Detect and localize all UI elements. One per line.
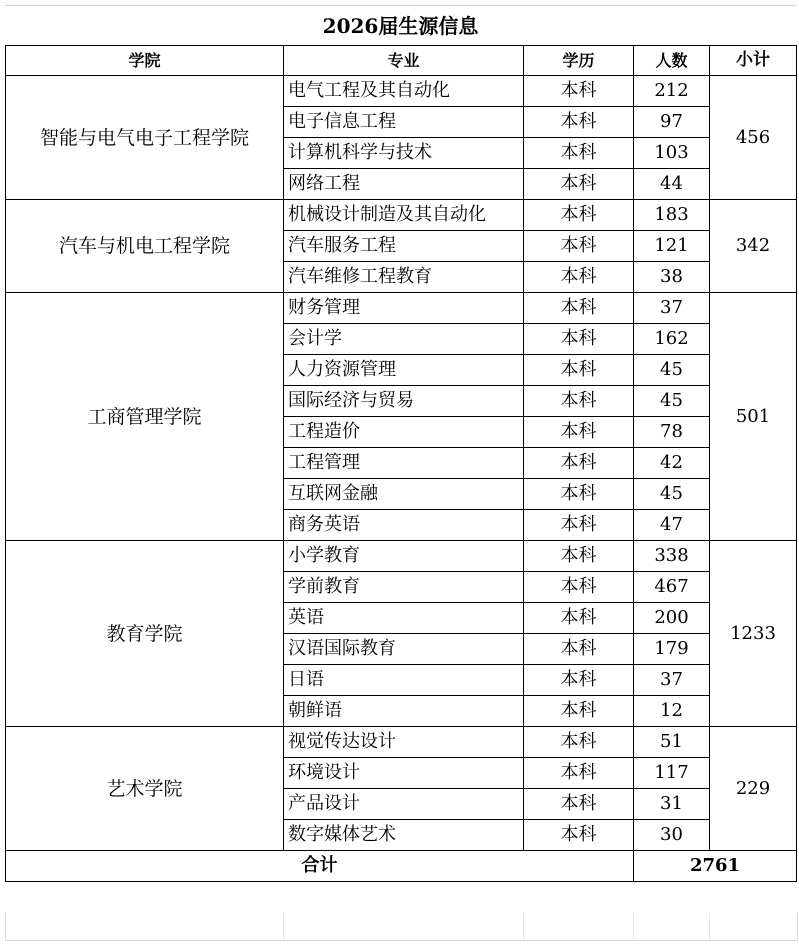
degree-cell[interactable]: 本科 — [524, 727, 634, 758]
major-cell[interactable]: 汽车服务工程 — [284, 231, 524, 262]
count-cell[interactable]: 47 — [634, 510, 710, 541]
major-cell[interactable]: 互联网金融 — [284, 479, 524, 510]
subtotal-cell[interactable]: 342 — [710, 200, 797, 293]
count-cell[interactable]: 45 — [634, 386, 710, 417]
count-cell[interactable]: 31 — [634, 789, 710, 820]
count-cell[interactable]: 42 — [634, 448, 710, 479]
major-cell[interactable]: 网络工程 — [284, 169, 524, 200]
major-cell[interactable]: 英语 — [284, 603, 524, 634]
count-cell[interactable]: 179 — [634, 634, 710, 665]
count-cell[interactable]: 37 — [634, 293, 710, 324]
college-cell[interactable]: 汽车与机电工程学院 — [6, 200, 284, 293]
degree-cell[interactable]: 本科 — [524, 541, 634, 572]
degree-cell[interactable]: 本科 — [524, 200, 634, 231]
table-body — [6, 76, 797, 882]
sheet-title: 2026届生源信息 — [5, 5, 796, 46]
degree-cell[interactable]: 本科 — [524, 169, 634, 200]
degree-cell[interactable]: 本科 — [524, 510, 634, 541]
header-row — [6, 46, 797, 76]
major-cell[interactable]: 视觉传达设计 — [284, 727, 524, 758]
major-cell[interactable]: 汉语国际教育 — [284, 634, 524, 665]
degree-cell[interactable]: 本科 — [524, 107, 634, 138]
count-cell[interactable]: 467 — [634, 572, 710, 603]
count-cell[interactable]: 45 — [634, 479, 710, 510]
table-row — [6, 293, 797, 324]
major-cell[interactable]: 计算机科学与技术 — [284, 138, 524, 169]
major-cell[interactable]: 国际经济与贸易 — [284, 386, 524, 417]
count-cell[interactable]: 162 — [634, 324, 710, 355]
major-cell[interactable]: 学前教育 — [284, 572, 524, 603]
major-cell[interactable]: 环境设计 — [284, 758, 524, 789]
header-major[interactable]: 专业 — [284, 46, 524, 76]
subtotal-cell[interactable]: 1233 — [710, 541, 797, 727]
count-cell[interactable]: 78 — [634, 417, 710, 448]
table-row — [6, 200, 797, 231]
count-cell[interactable]: 45 — [634, 355, 710, 386]
college-cell[interactable]: 智能与电气电子工程学院 — [6, 76, 284, 200]
major-cell[interactable]: 数字媒体艺术 — [284, 820, 524, 851]
major-cell[interactable]: 人力资源管理 — [284, 355, 524, 386]
major-cell[interactable]: 工程管理 — [284, 448, 524, 479]
subtotal-cell[interactable]: 229 — [710, 727, 797, 851]
degree-cell[interactable]: 本科 — [524, 820, 634, 851]
major-cell[interactable]: 日语 — [284, 665, 524, 696]
empty-row[interactable] — [5, 913, 798, 941]
degree-cell[interactable]: 本科 — [524, 386, 634, 417]
degree-cell[interactable]: 本科 — [524, 293, 634, 324]
degree-cell[interactable]: 本科 — [524, 231, 634, 262]
count-cell[interactable]: 51 — [634, 727, 710, 758]
total-value[interactable]: 2761 — [634, 851, 797, 882]
enrollment-table — [5, 45, 797, 882]
count-cell[interactable]: 338 — [634, 541, 710, 572]
college-cell[interactable]: 艺术学院 — [6, 727, 284, 851]
subtotal-cell[interactable]: 456 — [710, 76, 797, 200]
count-cell[interactable]: 212 — [634, 76, 710, 107]
degree-cell[interactable]: 本科 — [524, 696, 634, 727]
degree-cell[interactable]: 本科 — [524, 262, 634, 293]
degree-cell[interactable]: 本科 — [524, 324, 634, 355]
major-cell[interactable]: 电子信息工程 — [284, 107, 524, 138]
header-degree[interactable]: 学历 — [524, 46, 634, 76]
count-cell[interactable]: 44 — [634, 169, 710, 200]
degree-cell[interactable]: 本科 — [524, 572, 634, 603]
college-cell[interactable]: 工商管理学院 — [6, 293, 284, 541]
count-cell[interactable]: 103 — [634, 138, 710, 169]
degree-cell[interactable]: 本科 — [524, 603, 634, 634]
degree-cell[interactable]: 本科 — [524, 665, 634, 696]
major-cell[interactable]: 汽车维修工程教育 — [284, 262, 524, 293]
degree-cell[interactable]: 本科 — [524, 758, 634, 789]
total-label[interactable]: 合计 — [6, 851, 634, 882]
degree-cell[interactable]: 本科 — [524, 355, 634, 386]
major-cell[interactable]: 会计学 — [284, 324, 524, 355]
header-count[interactable]: 人数 — [634, 46, 710, 76]
count-cell[interactable]: 37 — [634, 665, 710, 696]
degree-cell[interactable]: 本科 — [524, 417, 634, 448]
major-cell[interactable]: 工程造价 — [284, 417, 524, 448]
table-row — [6, 76, 797, 107]
table-row — [6, 541, 797, 572]
degree-cell[interactable]: 本科 — [524, 448, 634, 479]
major-cell[interactable]: 商务英语 — [284, 510, 524, 541]
count-cell[interactable]: 12 — [634, 696, 710, 727]
college-cell[interactable]: 教育学院 — [6, 541, 284, 727]
count-cell[interactable]: 183 — [634, 200, 710, 231]
degree-cell[interactable]: 本科 — [524, 634, 634, 665]
major-cell[interactable]: 小学教育 — [284, 541, 524, 572]
degree-cell[interactable]: 本科 — [524, 479, 634, 510]
major-cell[interactable]: 电气工程及其自动化 — [284, 76, 524, 107]
count-cell[interactable]: 97 — [634, 107, 710, 138]
count-cell[interactable]: 200 — [634, 603, 710, 634]
major-cell[interactable]: 朝鲜语 — [284, 696, 524, 727]
total-row — [6, 851, 797, 882]
subtotal-cell[interactable]: 501 — [710, 293, 797, 541]
count-cell[interactable]: 38 — [634, 262, 710, 293]
major-cell[interactable]: 财务管理 — [284, 293, 524, 324]
count-cell[interactable]: 30 — [634, 820, 710, 851]
degree-cell[interactable]: 本科 — [524, 789, 634, 820]
header-subtotal[interactable]: 小计 — [710, 46, 797, 76]
degree-cell[interactable]: 本科 — [524, 138, 634, 169]
table-row — [6, 727, 797, 758]
major-cell[interactable]: 机械设计制造及其自动化 — [284, 200, 524, 231]
major-cell[interactable]: 产品设计 — [284, 789, 524, 820]
count-cell[interactable]: 121 — [634, 231, 710, 262]
header-college[interactable]: 学院 — [6, 46, 284, 76]
degree-cell[interactable]: 本科 — [524, 76, 634, 107]
count-cell[interactable]: 117 — [634, 758, 710, 789]
